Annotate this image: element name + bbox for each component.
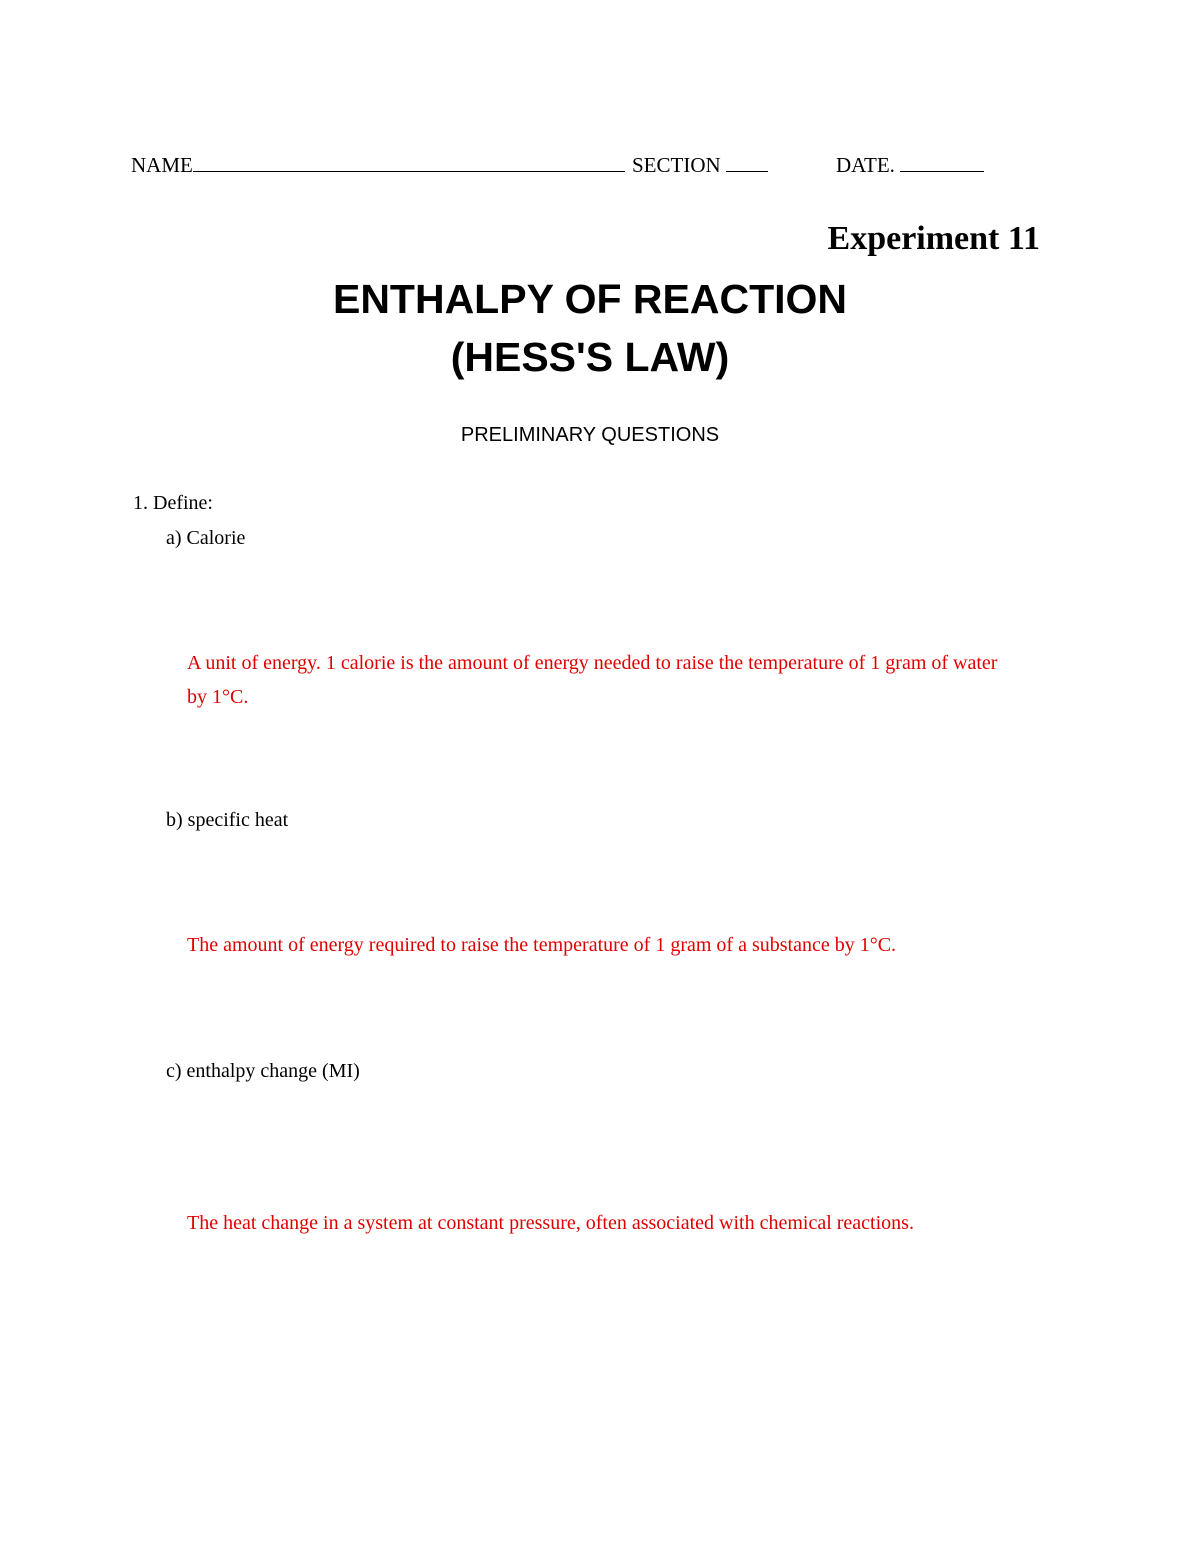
item-label-enthalpy-change: c) enthalpy change (MI): [166, 1060, 360, 1082]
date-blank[interactable]: [900, 151, 984, 172]
answer-specific-heat: The amount of energy required to raise the temperature of 1 gram of a substance by 1°C.: [187, 934, 897, 956]
item-label-specific-heat: b) specific heat: [166, 809, 289, 831]
name-label: NAME: [131, 153, 193, 177]
name-blank[interactable]: [193, 151, 625, 172]
date-field[interactable]: [836, 151, 984, 178]
section-field[interactable]: [632, 151, 768, 178]
answer-enthalpy-change: The heat change in a system at constant pressure, often associated with chemical reactions.: [187, 1212, 914, 1234]
section-label: SECTION: [632, 153, 721, 177]
experiment-label: Experiment 11: [827, 220, 1040, 257]
name-field[interactable]: [131, 151, 625, 178]
section-blank[interactable]: [726, 151, 768, 172]
answer-calorie: A unit of energy. 1 calorie is the amount of energy needed to raise the temperature of 1 gram of water by 1°C.: [187, 652, 998, 708]
page-subtitle: (HESS'S LAW): [450, 334, 730, 380]
item-label-calorie: a) Calorie: [166, 527, 246, 549]
section-heading: PRELIMINARY QUESTIONS: [460, 424, 720, 446]
date-label: DATE.: [836, 153, 895, 177]
page-title: ENTHALPY OF REACTION: [332, 276, 848, 322]
question-prompt: 1. Define:: [133, 492, 213, 514]
